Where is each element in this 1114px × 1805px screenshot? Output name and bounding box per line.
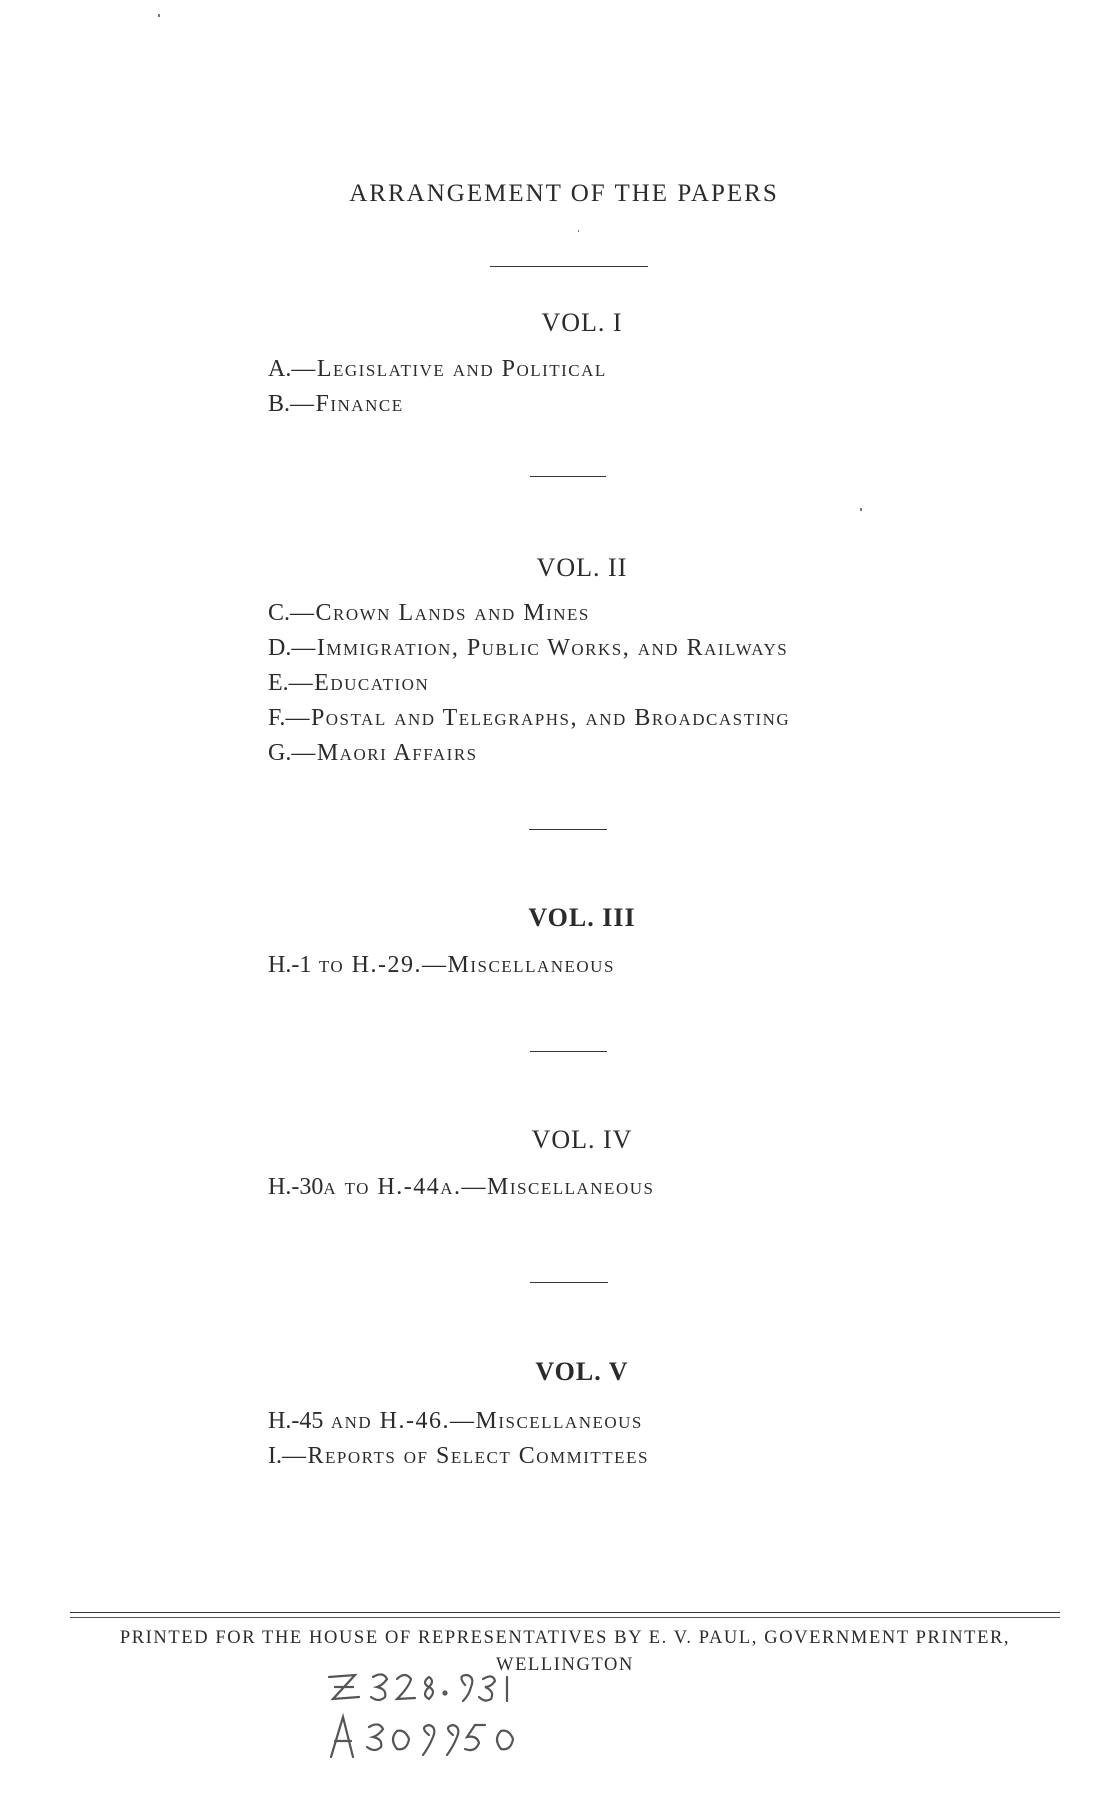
entry-h45-h46: H.-45 and H.-46.—Miscellaneous xyxy=(268,1408,643,1434)
footer-rule-thin xyxy=(70,1617,1060,1618)
printer-imprint xyxy=(40,1625,1090,1679)
section-rule-1 xyxy=(530,476,606,477)
entry-h30a-h44a: H.-30a to H.-44a.—Miscellaneous xyxy=(268,1174,655,1200)
vol-2-heading: VOL. II xyxy=(536,553,628,582)
print-speck xyxy=(578,230,579,232)
section-rule-4 xyxy=(530,1282,608,1283)
vol-1-entries xyxy=(268,352,607,422)
imprint-line-2: WELLINGTON xyxy=(496,1655,634,1675)
vol-3-entries xyxy=(268,948,615,983)
entry-i: I.—Reports of Select Committees xyxy=(268,1443,649,1469)
section-rule-3 xyxy=(530,1051,607,1052)
vol-1-heading: VOL. I xyxy=(541,308,623,337)
imprint-line-1: PRINTED FOR THE HOUSE OF REPRESENTATIVES BY E. V. PAUL, GOVERNMENT PRINTER, xyxy=(119,1628,1011,1648)
print-speck xyxy=(158,14,160,17)
entry-h1-h29: H.-1 to H.-29.—Miscellaneous xyxy=(268,952,615,978)
vol-5-entries xyxy=(268,1404,649,1474)
entry-f: F.—Postal and Telegraphs, and Broadcasting xyxy=(268,705,791,731)
handwriting-drawing xyxy=(325,1665,555,1770)
entry-e: E.—Education xyxy=(268,670,430,696)
entry-a: A.—Legislative and Political xyxy=(268,356,607,382)
section-rule-2 xyxy=(529,829,607,830)
vol-2-entries xyxy=(268,596,790,771)
page-title: ARRANGEMENT OF THE PAPERS xyxy=(349,180,779,207)
vol-4-entries xyxy=(268,1170,654,1205)
entry-g: G.—Maori Affairs xyxy=(268,740,478,766)
entry-d: D.—Immigration, Public Works, and Railways xyxy=(268,635,789,661)
entry-b: B.—Finance xyxy=(268,391,404,417)
title-rule xyxy=(490,266,648,267)
vol-3-heading: VOL. III xyxy=(528,903,636,932)
vol-5-heading: VOL. V xyxy=(535,1357,629,1386)
vol-4-heading: VOL. IV xyxy=(531,1125,633,1154)
handwritten-call-number xyxy=(325,1665,555,1770)
entry-c: C.—Crown Lands and Mines xyxy=(268,600,590,626)
footer-rule xyxy=(70,1612,1060,1613)
print-speck xyxy=(860,508,862,511)
